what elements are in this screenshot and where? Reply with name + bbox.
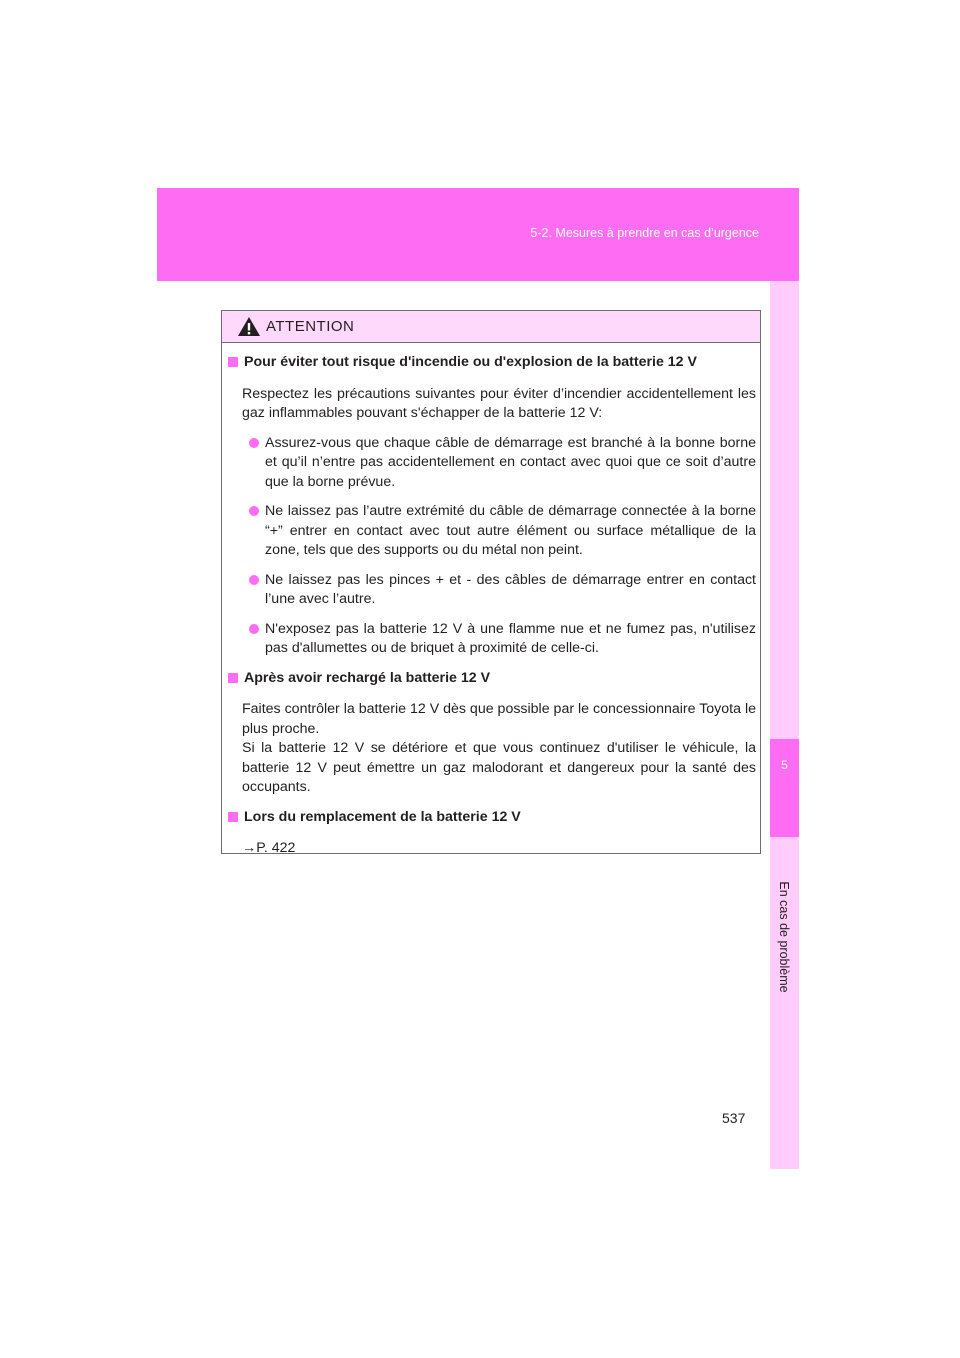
section3-heading: Lors du remplacement de la batterie 12 V (244, 808, 521, 825)
section1-heading: Pour éviter tout risque d'incendie ou d'explosion de la batterie 12 V (244, 354, 697, 370)
page-reference-link[interactable]: →P. 422 (242, 840, 296, 856)
header-band (157, 188, 799, 281)
chapter-side-tab[interactable] (770, 281, 799, 1169)
section-heading (228, 669, 756, 689)
round-bullet-icon (249, 438, 259, 448)
section2-text1: Faites contrôler la batterie 12 V dès que possible par le concessionnaire Toyota le plus proche. (242, 701, 756, 737)
round-bullet-icon (249, 506, 259, 516)
section-title: 5-2. Mesures à prendre en cas d’urgence (530, 226, 759, 240)
section2-text2: Si la batterie 12 V se détériore et que vous continuez d'utiliser le véhicule, la batterie 12 V peut émettre un gaz malodorant et dangereux pour la santé des occupants. (242, 740, 756, 795)
section-heading (228, 808, 756, 828)
list-item-text: Ne laissez pas les pinces + et - des câbles de démarrage entrer en contact l’une avec l’autre. (265, 571, 756, 607)
page-number: 537 (722, 1110, 746, 1126)
list-item-text: Ne laissez pas l’autre extrémité du câble de démarrage connectée à la borne “+” entrer en contact avec tout autre élément ou surface métallique de la zone, tels que des supports ou du métal non peint. (265, 503, 756, 558)
list-item (249, 620, 756, 659)
square-bullet-icon (228, 357, 238, 367)
square-bullet-icon (228, 812, 238, 822)
warning-box (221, 310, 761, 854)
list-item-text: N'exposez pas la batterie 12 V à une flamme nue et ne fumez pas, n'utilisez pas d'allumettes ou de briquet à proximité de celle-ci. (265, 620, 756, 656)
chapter-title: En cas de problème (777, 881, 791, 993)
list-item-text: Assurez-vous que chaque câble de démarrage est branché à la bonne borne et qu’il n’entre pas accidentellement en contact avec quoi que ce soit d’autre que la borne prévue. (265, 434, 756, 490)
round-bullet-icon (249, 624, 259, 634)
warning-content (222, 343, 760, 859)
list-item (249, 502, 756, 561)
section-heading (228, 353, 756, 373)
warning-label: ATTENTION (266, 318, 355, 335)
section1-intro: Respectez les précautions suivantes pour éviter d’incendier accidentellement les gaz inflammables pouvant s'échapper de la batterie 12 V: (242, 385, 756, 421)
active-chapter-marker (770, 739, 799, 837)
warning-triangle-icon (237, 316, 261, 337)
warning-header (222, 311, 760, 343)
round-bullet-icon (249, 575, 259, 585)
list-item (249, 434, 756, 493)
square-bullet-icon (228, 673, 238, 683)
chapter-number: 5 (781, 758, 788, 772)
list-item (249, 571, 756, 610)
section2-heading: Après avoir rechargé la batterie 12 V (244, 669, 491, 686)
